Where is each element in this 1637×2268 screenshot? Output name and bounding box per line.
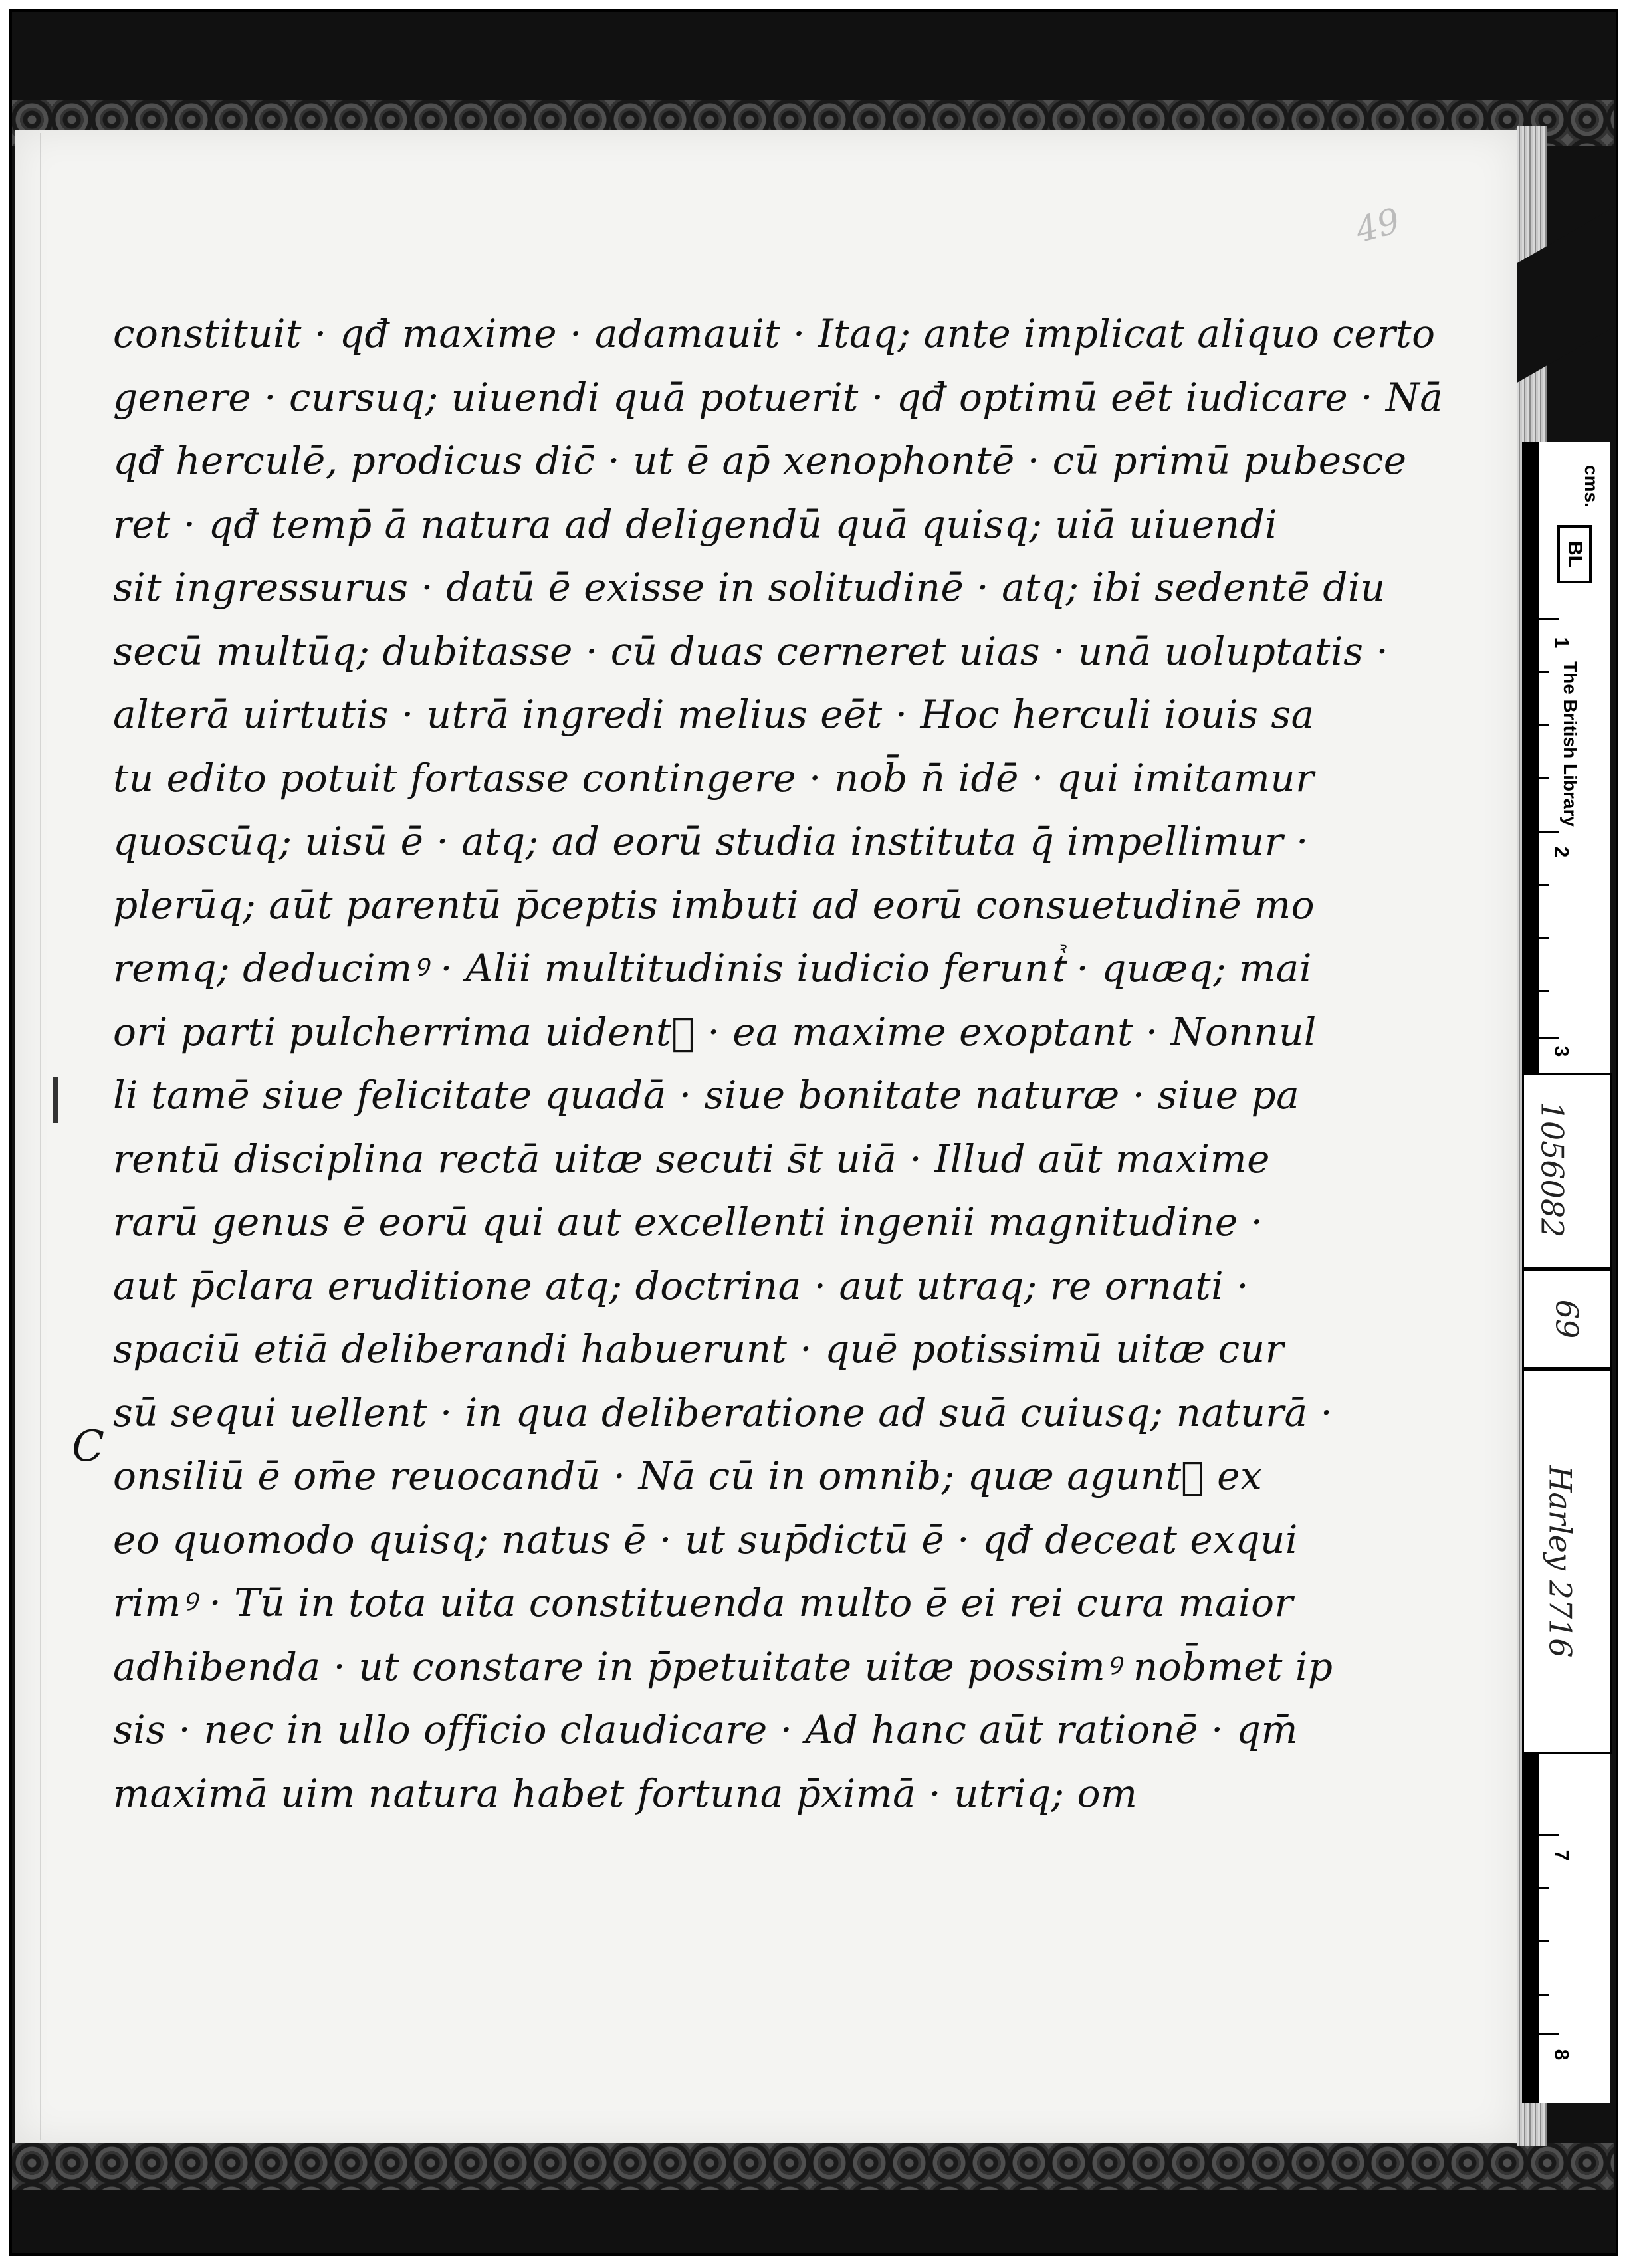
text-line: sū sequi uellent · in qua deliberatione ad suā cuiusq; naturā ·: [113, 1390, 1333, 1435]
ruler-number-2: 2: [1550, 846, 1573, 858]
ruler-tick: [1539, 724, 1549, 726]
text-line: tu edito potuit fortasse contingere · nob̄ n̄ idē · qui imitamur: [113, 755, 1315, 801]
text-line: eo quomodo quisq; natus ē · ut sup̄dictū ē · qđ deceat exqui: [113, 1516, 1298, 1562]
text-line: quoscūq; uisū ē · atq; ad eorū studia instituta q̄ impellimur ·: [113, 819, 1309, 864]
ruler-tick: [1539, 990, 1549, 992]
ruler-number-1: 1: [1550, 637, 1573, 649]
british-library-logo: BL: [1557, 525, 1592, 583]
text-line: plerūq; aūt parentū p̄ceptis imbuti ad eorū consuetudinē mo: [113, 882, 1315, 928]
shelfmark-box-1: [1522, 1073, 1612, 1269]
text-line: constituit · qđ maxime · adamauit · Itaq; ante implicat aliquo certo: [113, 311, 1436, 356]
ruler-tick: [1539, 831, 1559, 833]
ruler-tick: [1539, 884, 1549, 886]
ruler-tick: [1539, 1887, 1549, 1889]
ruler-unit-ins: ins.: [1521, 465, 1542, 498]
ruler-number-8: 8: [1550, 2049, 1573, 2061]
ruler-tick: [1539, 2033, 1559, 2035]
ruler-number-7: 7: [1550, 1849, 1573, 1861]
shelfmark-box-2: [1522, 1269, 1612, 1369]
ruler-tick: [1539, 777, 1549, 779]
ruler-brand: The British Library: [1560, 661, 1581, 827]
ruler-number-3: 3: [1550, 1045, 1573, 1057]
text-line: secū multūq; dubitasse · cū duas cerneret uias · unā uoluptatis ·: [113, 628, 1389, 674]
ruler-tick: [1539, 1037, 1559, 1039]
manuscript-text: [113, 302, 1444, 1825]
text-line: sit ingressurus · datū ē exisse in solitudinē · atq; ibi sedentē diu: [113, 565, 1386, 610]
shelfmark-folio: 69: [1549, 1299, 1585, 1339]
binding-ornament-bottom: [12, 2143, 1614, 2190]
text-line: remq; deducimꝰ · Alii multitudinis iudicio feruntᷣ · quæq; mai: [113, 946, 1312, 991]
text-line: rarū genus ē eorū qui aut excellenti ingenii magnitudine ·: [113, 1199, 1263, 1245]
text-line: rentū disciplina rectā uitæ secuti s̄t uiā · Illud aūt maxime: [113, 1136, 1270, 1182]
ruler-unit-cms: cms.: [1581, 465, 1602, 508]
text-line: ori parti pulcherrima uidentᷣ · ea maxime exoptant · Nonnul: [113, 1009, 1317, 1055]
text-line: alterā uirtutis · utrā ingredi melius eēt · Hoc herculi iouis sa: [113, 692, 1315, 737]
margin-mark: [53, 1077, 58, 1123]
ruling-line: [40, 133, 41, 2140]
shelfmark-manuscript: Harley 2716: [1542, 1465, 1579, 1658]
text-line: adhibenda · ut constare in p̄petuitate uitæ possimꝰ nob̄met ip: [113, 1643, 1333, 1689]
ruler-tick: [1539, 671, 1549, 673]
folio-number: 49: [1351, 201, 1404, 251]
ruler-tick: [1539, 937, 1549, 939]
shelfmark-box-3: [1522, 1369, 1612, 1754]
text-line: rimꝰ · Tū in tota uita constituenda multo ē ei rei cura maior: [113, 1580, 1293, 1625]
text-line: genere · cursuq; uiuendi quā potuerit · qđ optimū eēt iudicare · Nā: [113, 374, 1444, 420]
ruler-tick: [1539, 618, 1559, 620]
text-line: onsiliū ē om̄e reuocandū · Nā cū in omnib; quæ aguntᷣ ex: [113, 1453, 1263, 1498]
ruler-tick: [1539, 1940, 1549, 1942]
text-line: maximā uim natura habet fortuna p̄ximā · utriq; om: [113, 1770, 1138, 1816]
text-line: ret · qđ temp̄ ā natura ad deligendū quā quisq; uiā uiuendi: [113, 501, 1278, 547]
text-line: li tamē siue felicitate quadā · siue bonitate naturæ · siue pa: [113, 1073, 1300, 1118]
ruler-tick: [1539, 1994, 1549, 1996]
text-line: qđ herculē, prodicus dic̄ · ut ē ap̄ xenophontē · cū primū pubesce: [113, 438, 1407, 483]
shelfmark-number: 1056082: [1534, 1101, 1571, 1238]
margin-initial: C: [72, 1422, 104, 1471]
text-line: sis · nec in ullo officio claudicare · Ad hanc aūt rationē · qm̄: [113, 1707, 1299, 1752]
text-line: spaciū etiā deliberandi habuerunt · quē potissimū uitæ cur: [113, 1326, 1284, 1372]
text-line: aut p̄clara eruditione atq; doctrina · aut utraq; re ornati ·: [113, 1263, 1250, 1308]
ruler-tick: [1539, 1834, 1559, 1836]
